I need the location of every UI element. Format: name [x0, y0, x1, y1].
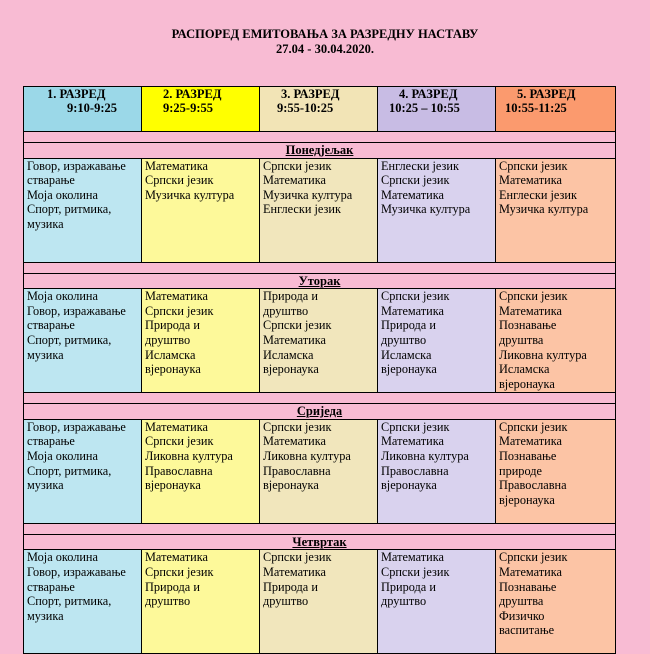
subject-line: Спорт, ритмика,	[27, 594, 112, 609]
subject-line: музика	[27, 216, 64, 231]
subject-line: Исламска	[499, 362, 550, 377]
subjects-cell-grade-3	[260, 158, 378, 262]
subject-line: вјеронаука	[145, 478, 201, 493]
spacer-row	[24, 523, 616, 534]
document-title	[0, 27, 650, 57]
subject-line: Музичка култура	[145, 187, 235, 202]
title-line-1: РАСПОРЕД ЕМИТОВАЊА ЗА РАЗРЕДНУ НАСТАВУ	[171, 27, 479, 41]
day-heading: Понедјељак	[24, 143, 616, 159]
subjects-cell-grade-1	[24, 419, 142, 523]
subjects-cell-grade-4	[378, 158, 496, 262]
subjects-cell-grade-2	[142, 289, 260, 393]
subjects-cell-grade-3	[260, 419, 378, 523]
subject-line: Ликовна култура	[145, 448, 233, 463]
subject-line: Исламска	[381, 347, 432, 362]
subject-line: Математика	[499, 564, 562, 579]
grade-time: 9:55-10:25	[277, 101, 334, 115]
subject-line: Математика	[263, 564, 326, 579]
day-heading: Сриједа	[24, 404, 616, 420]
grade-label: 3. РАЗРЕД	[281, 87, 340, 101]
grade-label: 5. РАЗРЕД	[517, 87, 576, 101]
spacer-cell	[24, 262, 616, 273]
grade-label: 4. РАЗРЕД	[399, 87, 458, 101]
spacer-row	[24, 393, 616, 404]
grade-header-row	[24, 87, 616, 132]
subjects-cell-grade-5	[496, 158, 616, 262]
subject-line: Српски језик	[499, 158, 568, 173]
subject-line: Математика	[145, 158, 208, 173]
subject-line: стварање	[27, 318, 75, 333]
subject-line: вјеронаука	[499, 376, 555, 391]
subject-line: Моја околина	[27, 448, 98, 463]
grade-header-4	[378, 87, 496, 132]
subject-line: Природа и	[145, 579, 200, 594]
subjects-cell-grade-2	[142, 419, 260, 523]
subjects-cell-grade-4	[378, 550, 496, 654]
subject-line: Познавање	[499, 579, 557, 594]
subject-line: Ликовна култура	[263, 448, 351, 463]
subject-line: Математика	[381, 303, 444, 318]
subject-line: вјеронаука	[381, 362, 437, 377]
subject-line: Српски језик	[499, 289, 568, 304]
subject-line: Ликовна култура	[381, 448, 469, 463]
subject-line: Српски језик	[263, 318, 332, 333]
grade-label: 2. РАЗРЕД	[163, 87, 222, 101]
subject-line: Математика	[145, 289, 208, 304]
subject-line: Српски језик	[263, 419, 332, 434]
subject-line: Познавање	[499, 318, 557, 333]
subject-line: вјеронаука	[263, 362, 319, 377]
subject-line: Енглески језик	[263, 202, 341, 217]
subjects-cell-grade-2	[142, 158, 260, 262]
grade-header-5	[496, 87, 616, 132]
subject-line: музика	[27, 608, 64, 623]
subject-line: Српски језик	[381, 564, 450, 579]
spacer-cell	[24, 132, 616, 143]
subject-line: Енглески језик	[499, 187, 577, 202]
subjects-cell-grade-4	[378, 419, 496, 523]
spacer-row	[24, 132, 616, 143]
subject-line: Српски језик	[145, 564, 214, 579]
subjects-cell-grade-2	[142, 550, 260, 654]
subjects-cell-grade-5	[496, 419, 616, 523]
subject-line: Говор, изражавање	[27, 419, 126, 434]
grade-time: 9:10-9:25	[67, 101, 117, 115]
subject-line: музика	[27, 347, 64, 362]
subject-line: стварање	[27, 579, 75, 594]
subject-line: Исламска	[263, 347, 314, 362]
subject-line: друштво	[381, 332, 427, 347]
subject-line: Спорт, ритмика,	[27, 463, 112, 478]
subject-line: Говор, изражавање	[27, 158, 126, 173]
subject-line: Православна	[381, 463, 449, 478]
subject-line: Математика	[263, 332, 326, 347]
subject-line: Природа и	[145, 318, 200, 333]
subjects-cell-grade-1	[24, 550, 142, 654]
subject-line: Српски језик	[263, 550, 332, 565]
subject-line: Физичко	[499, 608, 545, 623]
subjects-row	[24, 158, 616, 262]
subject-line: Математика	[499, 434, 562, 449]
subject-line: Српски језик	[145, 173, 214, 188]
day-heading-row	[24, 404, 616, 420]
subject-line: Природа и	[263, 579, 318, 594]
subject-line: Моја околина	[27, 550, 98, 565]
subject-line: Математика	[381, 187, 444, 202]
subject-line: вјеронаука	[381, 478, 437, 493]
spacer-cell	[24, 523, 616, 534]
subject-line: вјеронаука	[263, 478, 319, 493]
subject-line: Музичка култура	[263, 187, 353, 202]
subject-line: Српски језик	[381, 173, 450, 188]
grade-time: 10:55-11:25	[505, 101, 567, 115]
subject-line: васпитање	[499, 623, 555, 638]
subject-line: вјеронаука	[499, 492, 555, 507]
grade-header-2	[142, 87, 260, 132]
subject-line: друштво	[381, 594, 427, 609]
subject-line: Моја околина	[27, 289, 98, 304]
subject-line: музика	[27, 478, 64, 493]
subject-line: Музичка култура	[381, 202, 471, 217]
subjects-row	[24, 550, 616, 654]
subject-line: Ликовна култура	[499, 347, 587, 362]
grade-header-1	[24, 87, 142, 132]
subject-line: Природа и	[263, 289, 318, 304]
subjects-cell-grade-4	[378, 289, 496, 393]
subject-line: стварање	[27, 434, 75, 449]
subject-line: друштво	[145, 594, 191, 609]
subject-line: Математика	[263, 434, 326, 449]
subject-line: Спорт, ритмика,	[27, 202, 112, 217]
day-heading-row	[24, 143, 616, 159]
subject-line: Познавање	[499, 448, 557, 463]
grade-header-3	[260, 87, 378, 132]
subjects-cell-grade-1	[24, 158, 142, 262]
grade-label: 1. РАЗРЕД	[47, 87, 106, 101]
schedule-table	[23, 86, 616, 654]
subject-line: Природа и	[381, 318, 436, 333]
day-heading: Четвртак	[24, 534, 616, 550]
subjects-row	[24, 419, 616, 523]
title-date-range: 27.04 - 30.04.2020.	[276, 42, 374, 56]
subject-line: Математика	[145, 419, 208, 434]
subject-line: Математика	[381, 550, 444, 565]
subject-line: друштво	[263, 594, 309, 609]
subject-line: природе	[499, 463, 542, 478]
subject-line: Говор, изражавање	[27, 303, 126, 318]
subject-line: Српски језик	[499, 550, 568, 565]
spacer-row	[24, 262, 616, 273]
subjects-cell-grade-3	[260, 550, 378, 654]
subject-line: Српски језик	[145, 303, 214, 318]
subject-line: Математика	[263, 173, 326, 188]
subject-line: Православна	[145, 463, 213, 478]
subjects-cell-grade-1	[24, 289, 142, 393]
subject-line: вјеронаука	[145, 362, 201, 377]
subject-line: Моја околина	[27, 187, 98, 202]
subject-line: Српски језик	[499, 419, 568, 434]
day-heading: Уторак	[24, 273, 616, 289]
subject-line: Музичка култура	[499, 202, 589, 217]
subjects-cell-grade-5	[496, 550, 616, 654]
grade-time: 9:25-9:55	[163, 101, 213, 115]
subject-line: Српски језик	[381, 289, 450, 304]
schedule-body	[24, 132, 616, 654]
subject-line: друштво	[145, 332, 191, 347]
subject-line: Математика	[499, 303, 562, 318]
subject-line: Говор, изражавање	[27, 564, 126, 579]
subjects-row	[24, 289, 616, 393]
subject-line: Математика	[381, 434, 444, 449]
day-heading-row	[24, 273, 616, 289]
subjects-cell-grade-5	[496, 289, 616, 393]
spacer-cell	[24, 393, 616, 404]
subject-line: стварање	[27, 173, 75, 188]
subject-line: Математика	[145, 550, 208, 565]
subject-line: Енглески језик	[381, 158, 459, 173]
subject-line: Српски језик	[381, 419, 450, 434]
subject-line: Исламска	[145, 347, 196, 362]
subject-line: Српски језик	[145, 434, 214, 449]
subject-line: Православна	[263, 463, 331, 478]
subjects-cell-grade-3	[260, 289, 378, 393]
subject-line: Математика	[499, 173, 562, 188]
subject-line: Спорт, ритмика,	[27, 332, 112, 347]
subject-line: Српски језик	[263, 158, 332, 173]
subject-line: друштво	[263, 303, 309, 318]
subject-line: Православна	[499, 478, 567, 493]
day-heading-row	[24, 534, 616, 550]
subject-line: Природа и	[381, 579, 436, 594]
subject-line: друштва	[499, 594, 544, 609]
grade-time: 10:25 – 10:55	[389, 101, 460, 115]
subject-line: друштва	[499, 332, 544, 347]
